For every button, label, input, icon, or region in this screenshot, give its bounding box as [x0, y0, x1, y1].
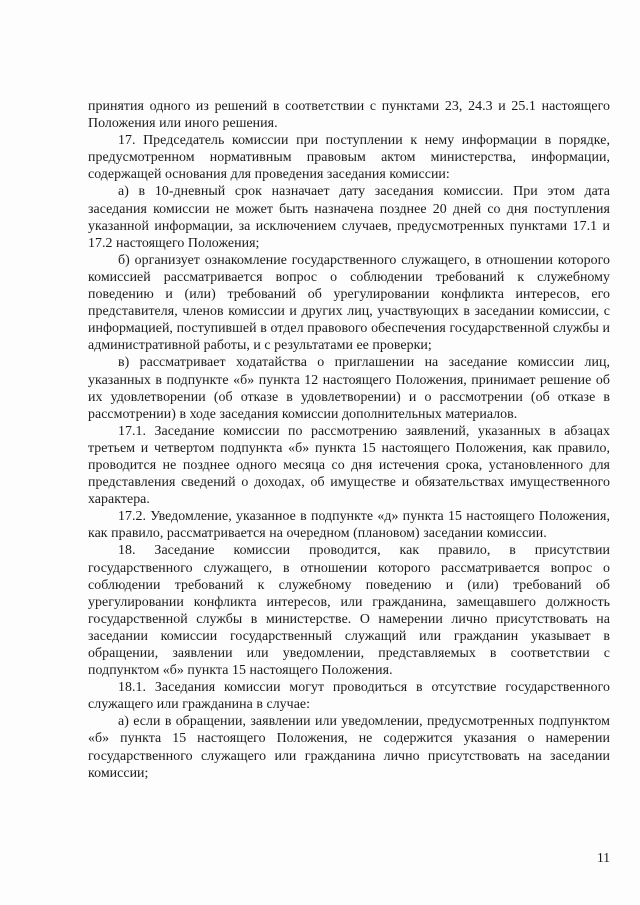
paragraph-17-v: в) рассматривает ходатайства о приглашении на заседание комиссии лиц, указанных в подпункте «б» пункта 12 настоящего Положения, принимает решение об их удовлетворении (об отказе в удовлетворении) и о рассмотрении (об отказе в рассмотрении) в ходе заседания комиссии дополнительных материалов.: [88, 355, 610, 422]
paragraph-17: 17. Председатель комиссии при поступлении к нему информации в порядке, предусмотренном нормативным правовым актом министерства, информации, содержащей основания для проведения заседания комиссии:: [88, 133, 610, 183]
paragraph-continuation: принятия одного из решений в соответствии с пунктами 23, 24.3 и 25.1 настоящего Положения или иного решения.: [88, 99, 610, 132]
paragraph-18: 18. Заседание комиссии проводится, как правило, в присутствии государственного служащего, в отношении которого рассматривается вопрос о соблюдении требований к служебному поведению и (или) требований об урегулировании конфликта интересов, или гражданина, замещавшего должность государственной службы в министерстве. О намерении лично присутствовать на заседании комиссии государственный служащий или гражданин указывает в обращении, заявлении или уведомлении, представляемых в соответствии с подпунктом «б» пункта 15 настоящего Положения.: [88, 543, 610, 679]
page-number: 11: [597, 850, 610, 865]
document-body: [88, 98, 610, 782]
paragraph-17-b: б) организует ознакомление государственного служащего, в отношении которого комиссией рассматривается вопрос о соблюдении требований к служебному поведению и (или) требований об урегулировании конфликта интересов, его представителя, членов комиссии и других лиц, участвующих в заседании комиссии, с информацией, поступившей в отдел правового обеспечения государственной службы и административной работы, и с результатами ее проверки;: [88, 252, 610, 354]
paragraph-18-1-a: а) если в обращении, заявлении или уведомлении, предусмотренных подпунктом «б» пункта 15 настоящего Положения, не содержится указания о намерении государственного служащего или гражданина лично присутствовать на заседании комиссии;: [88, 714, 610, 781]
paragraph-17-a: а) в 10-дневный срок назначает дату заседания комиссии. При этом дата заседания комиссии не может быть назначена позднее 20 дней со дня поступления указанной информации, за исключением случаев, предусмотренных пунктами 17.1 и 17.2 настоящего Положения;: [88, 184, 610, 251]
paragraph-18-1: 18.1. Заседания комиссии могут проводиться в отсутствие государственного служащего или гражданина в случае:: [88, 680, 610, 713]
paragraph-17-2: 17.2. Уведомление, указанное в подпункте «д» пункта 15 настоящего Положения, как правило, рассматривается на очередном (плановом) заседании комиссии.: [88, 509, 610, 542]
paragraph-17-1: 17.1. Заседание комиссии по рассмотрению заявлений, указанных в абзацах третьем и четвертом подпункта «б» пункта 15 настоящего Положения, как правило, проводится не позднее одного месяца со дня истечения срока, установленного для представления сведений о доходах, об имуществе и обязательствах имущественного характера.: [88, 423, 610, 508]
